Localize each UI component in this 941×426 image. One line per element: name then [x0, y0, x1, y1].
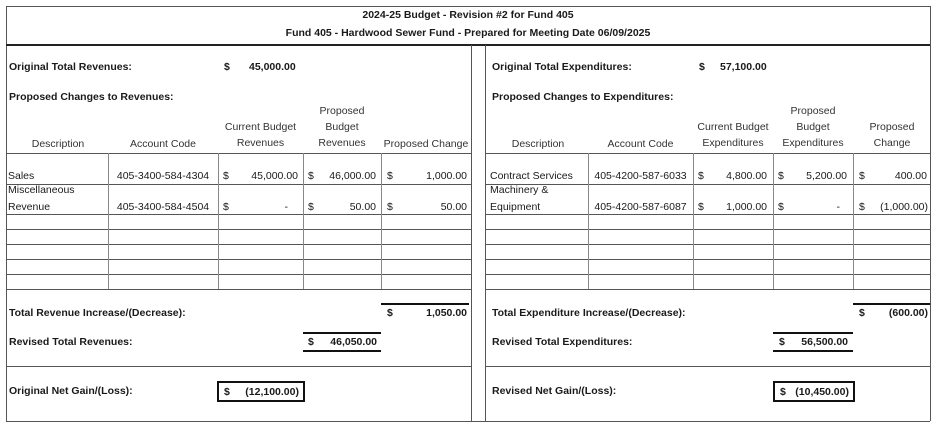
title-line-1: 2024-25 Budget - Revision #2 for Fund 405 — [362, 9, 574, 21]
original-expenditures-value: 57,100.00 — [720, 61, 767, 73]
exp-row-proposed-currency: $ — [778, 201, 784, 213]
rev-grid-line — [6, 184, 471, 185]
revised-net-gain-value: (10,450.00) — [795, 386, 849, 398]
original-revenues-currency: $ — [224, 61, 230, 73]
exp-grid-line — [485, 153, 930, 154]
rev-header-current-budget-line1: Current Budget — [224, 121, 297, 133]
rev-grid-col — [218, 153, 219, 289]
total-expenditure-change-rule — [853, 303, 930, 305]
exp-net-separator — [485, 366, 930, 367]
rev-grid-line — [6, 229, 471, 230]
rev-header-proposed-budget-line2: Budget — [325, 121, 359, 133]
rev-row-account-code: 405-3400-584-4504 — [116, 201, 210, 213]
total-revenue-change-value: 1,050.00 — [426, 307, 467, 319]
rev-header-description: Description — [31, 138, 85, 150]
exp-row-current-value: 4,800.00 — [726, 170, 767, 182]
revised-revenues-currency: $ — [308, 336, 314, 348]
outer-border-bottom — [6, 421, 930, 422]
exp-header-description: Description — [511, 138, 565, 150]
total-expenditure-change-currency: $ — [859, 307, 865, 319]
total-revenue-change-currency: $ — [387, 307, 393, 319]
exp-header-account-code: Account Code — [607, 138, 674, 150]
rev-row-proposed-currency: $ — [308, 201, 314, 213]
rev-row-change-currency: $ — [387, 201, 393, 213]
outer-border-right — [930, 6, 931, 421]
exp-row-description: Contract Services — [490, 170, 573, 182]
exp-row-description-cont: Equipment — [490, 201, 541, 213]
rev-grid-line — [6, 214, 471, 215]
rev-row-current-value: 45,000.00 — [251, 170, 298, 182]
exp-row-proposed-value: 5,200.00 — [806, 170, 847, 182]
exp-header-current-budget-line1: Current Budget — [697, 121, 769, 133]
exp-row-account-code: 405-4200-587-6033 — [594, 170, 687, 182]
exp-header-proposed-budget-line3: Expenditures — [782, 137, 844, 149]
title-underline — [6, 44, 930, 46]
rev-header-proposed-budget-line3: Revenues — [318, 137, 366, 149]
exp-grid-line — [485, 259, 930, 260]
revised-net-gain-label: Revised Net Gain/(Loss): — [492, 385, 617, 397]
exp-row-current-value: 1,000.00 — [726, 201, 767, 213]
exp-row-change-currency: $ — [859, 201, 865, 213]
revised-revenues-rule-bottom — [303, 350, 381, 352]
total-revenue-change-rule — [381, 303, 469, 305]
rev-grid-col — [303, 153, 304, 289]
proposed-revenues-heading: Proposed Changes to Revenues: — [9, 91, 174, 103]
total-expenditure-change-label: Total Expenditure Increase/(Decrease): — [492, 307, 686, 319]
exp-grid-col — [773, 153, 774, 289]
exp-row-change-value: 400.00 — [894, 170, 927, 182]
exp-row-current-currency: $ — [698, 201, 704, 213]
exp-header-current-budget — [693, 119, 773, 151]
exp-header-proposed-change — [853, 119, 931, 151]
panel-divider — [471, 45, 472, 421]
revised-revenues-value: 46,050.00 — [330, 336, 377, 348]
rev-grid-line — [6, 244, 471, 245]
rev-row-change-currency: $ — [387, 170, 393, 182]
exp-grid-line — [485, 184, 930, 185]
rev-grid-line — [6, 289, 471, 290]
exp-row-description: Machinery & — [490, 184, 549, 196]
revised-net-gain-currency: $ — [780, 386, 786, 398]
rev-row-change-value: 50.00 — [440, 201, 467, 213]
rev-row-description: Miscellaneous — [8, 184, 75, 196]
rev-header-account-code: Account Code — [130, 138, 196, 150]
original-revenues-label: Original Total Revenues: — [9, 61, 132, 73]
outer-border-top — [6, 6, 930, 7]
exp-grid-line — [485, 274, 930, 275]
rev-row-proposed-value: 46,000.00 — [329, 170, 376, 182]
exp-row-proposed-currency: $ — [778, 170, 784, 182]
rev-header-proposed-budget-line1: Proposed — [319, 105, 365, 117]
revised-expenditures-rule-bottom — [773, 350, 853, 352]
rev-grid-line — [6, 259, 471, 260]
exp-row-proposed-value: - — [836, 201, 840, 213]
rev-grid-col — [381, 153, 382, 289]
exp-row-change-value: (1,000.00) — [880, 201, 928, 213]
rev-row-proposed-value: 50.00 — [349, 201, 376, 213]
exp-grid-line — [485, 214, 930, 215]
title-line-2: Fund 405 - Hardwood Sewer Fund - Prepared for Meeting Date 06/09/2025 — [285, 27, 651, 39]
rev-row-current-currency: $ — [223, 170, 229, 182]
rev-header-current-budget — [218, 119, 303, 151]
rev-row-description: Sales — [8, 170, 35, 182]
revised-expenditures-rule-top — [773, 332, 853, 334]
original-expenditures-label: Original Total Expenditures: — [492, 61, 632, 73]
rev-row-current-currency: $ — [223, 201, 229, 213]
exp-grid-line — [485, 289, 930, 290]
original-net-gain-currency: $ — [224, 386, 230, 398]
rev-row-change-value: 1,000.00 — [426, 170, 467, 182]
exp-row-current-currency: $ — [698, 170, 704, 182]
revised-revenues-label: Revised Total Revenues: — [9, 336, 133, 348]
exp-header-proposed-budget-line1: Proposed — [790, 105, 836, 117]
rev-row-account-code: 405-3400-584-4304 — [116, 170, 210, 182]
original-net-gain-value: (12,100.00) — [245, 386, 299, 398]
exp-grid-line — [485, 244, 930, 245]
rev-header-current-budget-line2: Revenues — [236, 137, 285, 149]
original-revenues-value: 45,000.00 — [249, 61, 296, 73]
revised-expenditures-label: Revised Total Expenditures: — [492, 336, 633, 348]
exp-grid-col — [853, 153, 854, 289]
original-expenditures-currency: $ — [699, 61, 705, 73]
exp-header-proposed-change-line2: Change — [873, 137, 911, 149]
original-net-gain-label: Original Net Gain/(Loss): — [9, 385, 133, 397]
exp-row-change-currency: $ — [859, 170, 865, 182]
exp-header-proposed-budget-line2: Budget — [796, 121, 830, 133]
rev-header-proposed-budget — [303, 103, 381, 151]
proposed-expenditures-heading: Proposed Changes to Expenditures: — [492, 91, 674, 103]
exp-header-current-budget-line2: Expenditures — [702, 137, 764, 149]
revised-expenditures-value: 56,500.00 — [801, 336, 848, 348]
rev-header-proposed-change: Proposed Change — [383, 138, 469, 150]
total-expenditure-change-value: (600.00) — [888, 307, 928, 319]
total-revenue-change-label: Total Revenue Increase/(Decrease): — [9, 307, 186, 319]
exp-row-account-code: 405-4200-587-6087 — [594, 201, 687, 213]
rev-row-current-value: - — [284, 201, 288, 213]
revised-net-gain-box — [773, 381, 855, 402]
exp-grid-col — [693, 153, 694, 289]
original-net-gain-box — [217, 381, 305, 402]
revised-expenditures-currency: $ — [779, 336, 785, 348]
panel-divider-inner — [485, 45, 486, 421]
rev-net-separator — [6, 366, 471, 367]
exp-grid-line — [485, 229, 930, 230]
rev-row-description-cont: Revenue — [8, 201, 51, 213]
rev-grid-line — [6, 274, 471, 275]
exp-header-proposed-change-line1: Proposed — [869, 121, 915, 133]
rev-grid-line — [6, 153, 471, 154]
exp-header-proposed-budget — [773, 103, 853, 151]
revised-revenues-rule-top — [303, 332, 381, 334]
rev-row-proposed-currency: $ — [308, 170, 314, 182]
